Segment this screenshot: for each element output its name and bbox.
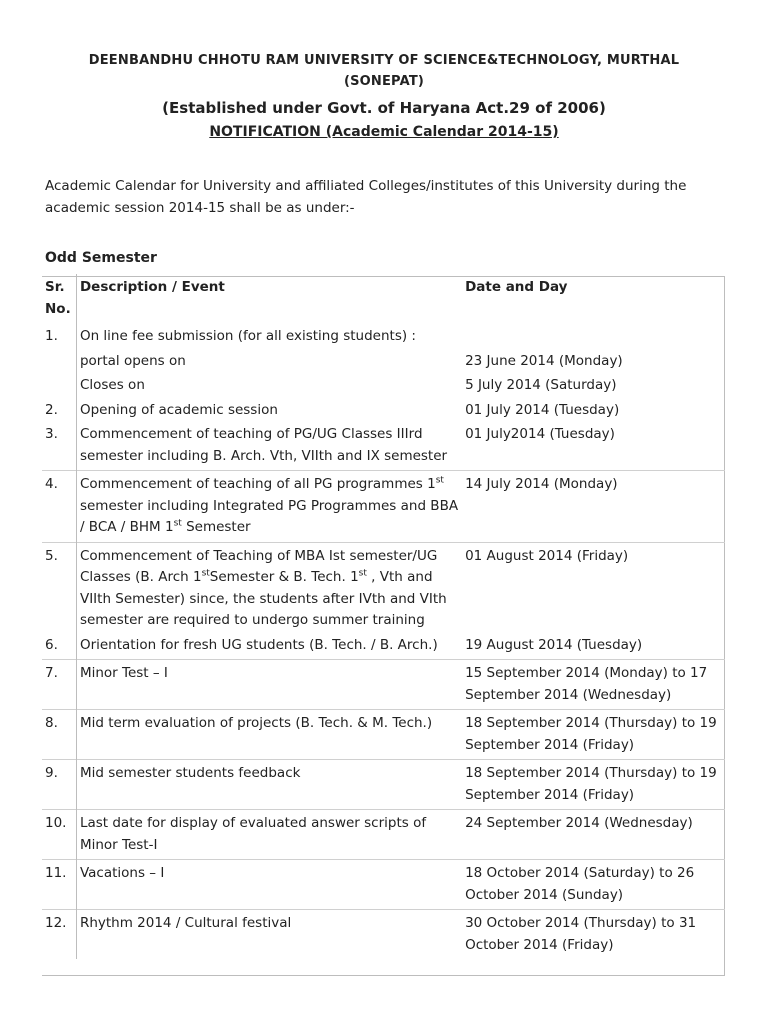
table-row <box>42 635 725 660</box>
table-row <box>42 323 725 351</box>
table-header-row <box>42 274 725 323</box>
calendar-table <box>42 274 725 959</box>
row-number: 2. <box>45 401 58 418</box>
row-description: Vacations – I <box>76 860 462 910</box>
header-description: Description / Event <box>76 274 462 323</box>
table-row <box>42 810 725 860</box>
row-number: 4. <box>42 471 76 543</box>
row-number: 3. <box>45 426 58 442</box>
table-row <box>42 471 725 543</box>
row-number: 11. <box>42 860 76 910</box>
row-date: 18 September 2014 (Thursday) to 19 September 2014 (Friday) <box>462 710 725 760</box>
row-number: 5. <box>42 542 76 635</box>
row-number: 7. <box>42 660 76 710</box>
table-row <box>42 860 725 910</box>
table-row <box>42 660 725 710</box>
row-description: Opening of academic session <box>76 400 462 425</box>
notification-title: NOTIFICATION (Academic Calendar 2014-15) <box>209 124 559 140</box>
row-description: Rhythm 2014 / Cultural festival <box>76 910 462 960</box>
row-date: 18 September 2014 (Thursday) to 19 September 2014 (Friday) <box>462 760 725 810</box>
row-number: 9. <box>42 760 76 810</box>
row-description: Commencement of Teaching of MBA Ist semester/UG Classes (B. Arch 1stSemester & B. Tech. 1st , Vth and VIIth Semester) since, the students after IVth and VIth semester are required to undergo summer training <box>76 542 462 635</box>
row-description: Mid semester students feedback <box>76 760 462 810</box>
row-description: Orientation for fresh UG students (B. Tech. / B. Arch.) <box>76 635 462 660</box>
row-date: 01 July 2014 (Tuesday) <box>465 401 620 418</box>
row-number: 12. <box>42 910 76 960</box>
row-description: On line fee submission (for all existing students) : <box>76 323 462 351</box>
row-number: 1. <box>45 328 58 344</box>
row-date: 15 September 2014 (Monday) to 17 September 2014 (Wednesday) <box>462 660 725 710</box>
section-title: Odd Semester <box>45 250 157 266</box>
row-date: 14 July 2014 (Monday) <box>462 471 725 543</box>
established-line: (Established under Govt. of Haryana Act.29 of 2006) <box>162 99 606 117</box>
row-date: 19 August 2014 (Tuesday) <box>465 636 643 653</box>
table-subrow <box>42 351 725 376</box>
row-date: 01 July2014 (Tuesday) <box>465 426 615 442</box>
row-description: Mid term evaluation of projects (B. Tech. & M. Tech.) <box>76 710 462 760</box>
document-header <box>0 50 768 142</box>
intro-paragraph <box>45 175 725 219</box>
row-number: 8. <box>42 710 76 760</box>
table-row <box>42 910 725 960</box>
row-date: 23 June 2014 (Monday) <box>465 352 623 369</box>
table-row <box>42 760 725 810</box>
header-sr-line1: Sr. <box>45 279 65 295</box>
table-row <box>42 542 725 635</box>
row-description: Commencement of teaching of all PG programmes 1st semester including Integrated PG Programmes and BBA / BCA / BHM 1st Semester <box>76 471 462 543</box>
row-number: 6. <box>45 636 58 653</box>
intro-line1: Academic Calendar for University and affiliated Colleges/institutes of this University during the <box>45 178 687 194</box>
university-name-line1: DEENBANDHU CHHOTU RAM UNIVERSITY OF SCIENCE&TECHNOLOGY, MURTHAL <box>88 53 680 68</box>
row-date: 30 October 2014 (Thursday) to 31 October 2014 (Friday) <box>462 910 725 960</box>
row-number: 10. <box>42 810 76 860</box>
row-date: 01 August 2014 (Friday) <box>462 542 725 635</box>
row-date: 18 October 2014 (Saturday) to 26 October 2014 (Sunday) <box>462 860 725 910</box>
table-subrow <box>42 375 725 400</box>
row-description: Commencement of teaching of PG/UG Classes IIIrd semester including B. Arch. Vth, VIIth and IX semester <box>76 424 462 471</box>
table-row <box>42 710 725 760</box>
row-description: Minor Test – I <box>76 660 462 710</box>
row-description: Closes on <box>76 375 462 400</box>
university-name <box>0 50 768 92</box>
intro-line2: academic session 2014-15 shall be as under:- <box>45 200 355 216</box>
table-row <box>42 400 725 425</box>
row-description: Last date for display of evaluated answer scripts of Minor Test-I <box>76 810 462 860</box>
row-date: 24 September 2014 (Wednesday) <box>462 810 725 860</box>
university-name-line2: (SONEPAT) <box>343 74 425 89</box>
table-row <box>42 424 725 471</box>
header-date: Date and Day <box>465 279 568 295</box>
row-description: portal opens on <box>76 351 462 376</box>
row-date <box>462 323 725 351</box>
header-sr-line2: No. <box>45 300 71 317</box>
row-date: 5 July 2014 (Saturday) <box>465 377 617 393</box>
header-sr-no <box>42 274 76 323</box>
